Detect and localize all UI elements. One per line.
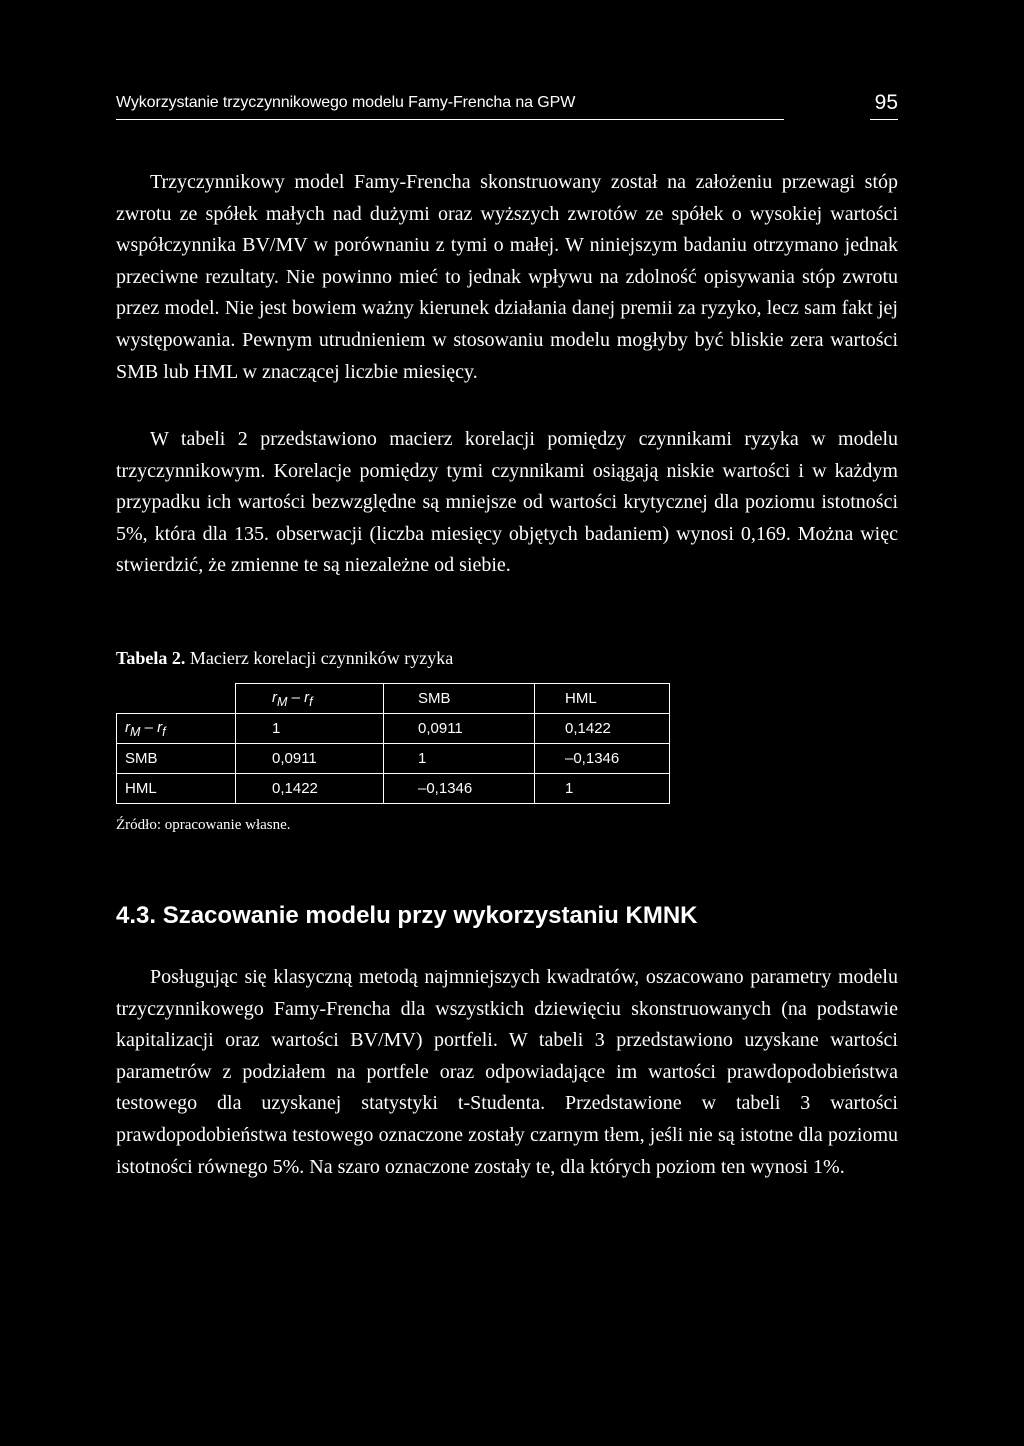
table-cell: 1 bbox=[236, 714, 384, 744]
symbol-dash: – bbox=[140, 718, 158, 736]
row-header-smb: SMB bbox=[117, 744, 236, 774]
table-header-row bbox=[117, 684, 670, 714]
symbol-sub-f: f bbox=[309, 694, 313, 709]
table-cell: 0,0911 bbox=[236, 744, 384, 774]
table-caption-label: Tabela 2. bbox=[116, 648, 186, 668]
symbol-r-2: r bbox=[304, 688, 310, 706]
table-row bbox=[117, 774, 670, 804]
paragraph-1: Trzyczynnikowy model Famy-Frencha skonstruowany został na założeniu przewagi stóp zwrotu ze spółek małych nad dużymi oraz wyższych zwrotów ze spółek o wysokiej wartości współczynnika BV/MV w porównaniu z tymi o małej. W niniejszym badaniu otrzymano jednak przeciwne rezultaty. Nie powinno mieć to jednak wpływu na zdolność opisywania stóp zwrotu przez model. Nie jest bowiem ważny kierunek działania danej premii za ryzyko, lecz sam fakt jej występowania. Pewnym utrudnieniem w stosowaniu modelu mogłyby być bliskie zera wartości SMB lub HML w znaczącej liczbie miesięcy. bbox=[116, 171, 898, 383]
table-source: Źródło: opracowanie własne. bbox=[116, 817, 291, 833]
table-cell: –0,1346 bbox=[535, 744, 670, 774]
symbol-r: r bbox=[272, 688, 277, 706]
correlation-table bbox=[116, 683, 670, 804]
column-header-smb: SMB bbox=[384, 684, 535, 714]
symbol-r-2: r bbox=[157, 718, 163, 736]
symbol-sub-m: M bbox=[277, 694, 288, 709]
table-cell: 1 bbox=[384, 744, 535, 774]
table-cell: 0,0911 bbox=[384, 714, 535, 744]
symbol-sub-f: f bbox=[162, 724, 166, 739]
running-header bbox=[116, 91, 898, 122]
paragraph-2: W tabeli 2 przedstawiono macierz korelacji pomiędzy czynnikami ryzyka w modelu trzyczynnikowym. Korelacje pomiędzy tymi czynnikami osiągają niskie wartości i w każdym przypadku ich wartości bezwzględne są mniejsze od wartości krytycznej dla poziomu istotności 5%, która dla 135. obserwacji (liczba miesięcy objętych badaniem) wynosi 0,169. Można więc stwierdzić, że zmienne te są niezależne od siebie. bbox=[116, 428, 898, 577]
table-cell: 0,1422 bbox=[535, 714, 670, 744]
row-header-hml: HML bbox=[117, 774, 236, 804]
column-header-rm-rf bbox=[236, 684, 384, 714]
paragraph-3: Posługując się klasyczną metodą najmniejszych kwadratów, oszacowano parametry modelu trzyczynnikowego Famy-Frencha dla wszystkich dziewięciu skonstruowanych (na podstawie kapitalizacji oraz wartości BV/MV) portfeli. W tabeli 3 przedstawiono uzyskane wartości parametrów z podziałem na portfele oraz odpowiadające im wartości prawdopodobieństwa testowego dla uzyskanej statystyki t-Studenta. Przedstawione w tabeli 3 wartości prawdopodobieństwa testowego oznaczone zostały czarnym tłem, jeśli nie są istotne dla poziomu istotności równego 5%. Na szaro oznaczone zostały te, dla których poziom ten wynosi 1%. bbox=[116, 966, 898, 1178]
table-row bbox=[117, 714, 670, 744]
table-corner-cell bbox=[117, 684, 236, 714]
section-heading: 4.3. Szacowanie modelu przy wykorzystaniu KMNK bbox=[116, 902, 698, 929]
running-title: Wykorzystanie trzyczynnikowego modelu Famy-Frencha na GPW bbox=[116, 94, 576, 111]
row-header-rm-rf bbox=[117, 714, 236, 744]
symbol-r: r bbox=[125, 718, 130, 736]
page-number-rule bbox=[870, 119, 898, 120]
table-cell: 1 bbox=[535, 774, 670, 804]
table-cell: –0,1346 bbox=[384, 774, 535, 804]
page-number: 95 bbox=[874, 91, 898, 114]
symbol-dash: – bbox=[287, 688, 305, 706]
table-cell: 0,1422 bbox=[236, 774, 384, 804]
column-header-hml: HML bbox=[535, 684, 670, 714]
table-caption-text: Macierz korelacji czynników ryzyka bbox=[185, 648, 454, 668]
table-caption bbox=[116, 648, 453, 669]
symbol-sub-m: M bbox=[130, 724, 141, 739]
table-row bbox=[117, 744, 670, 774]
header-rule bbox=[116, 119, 784, 120]
